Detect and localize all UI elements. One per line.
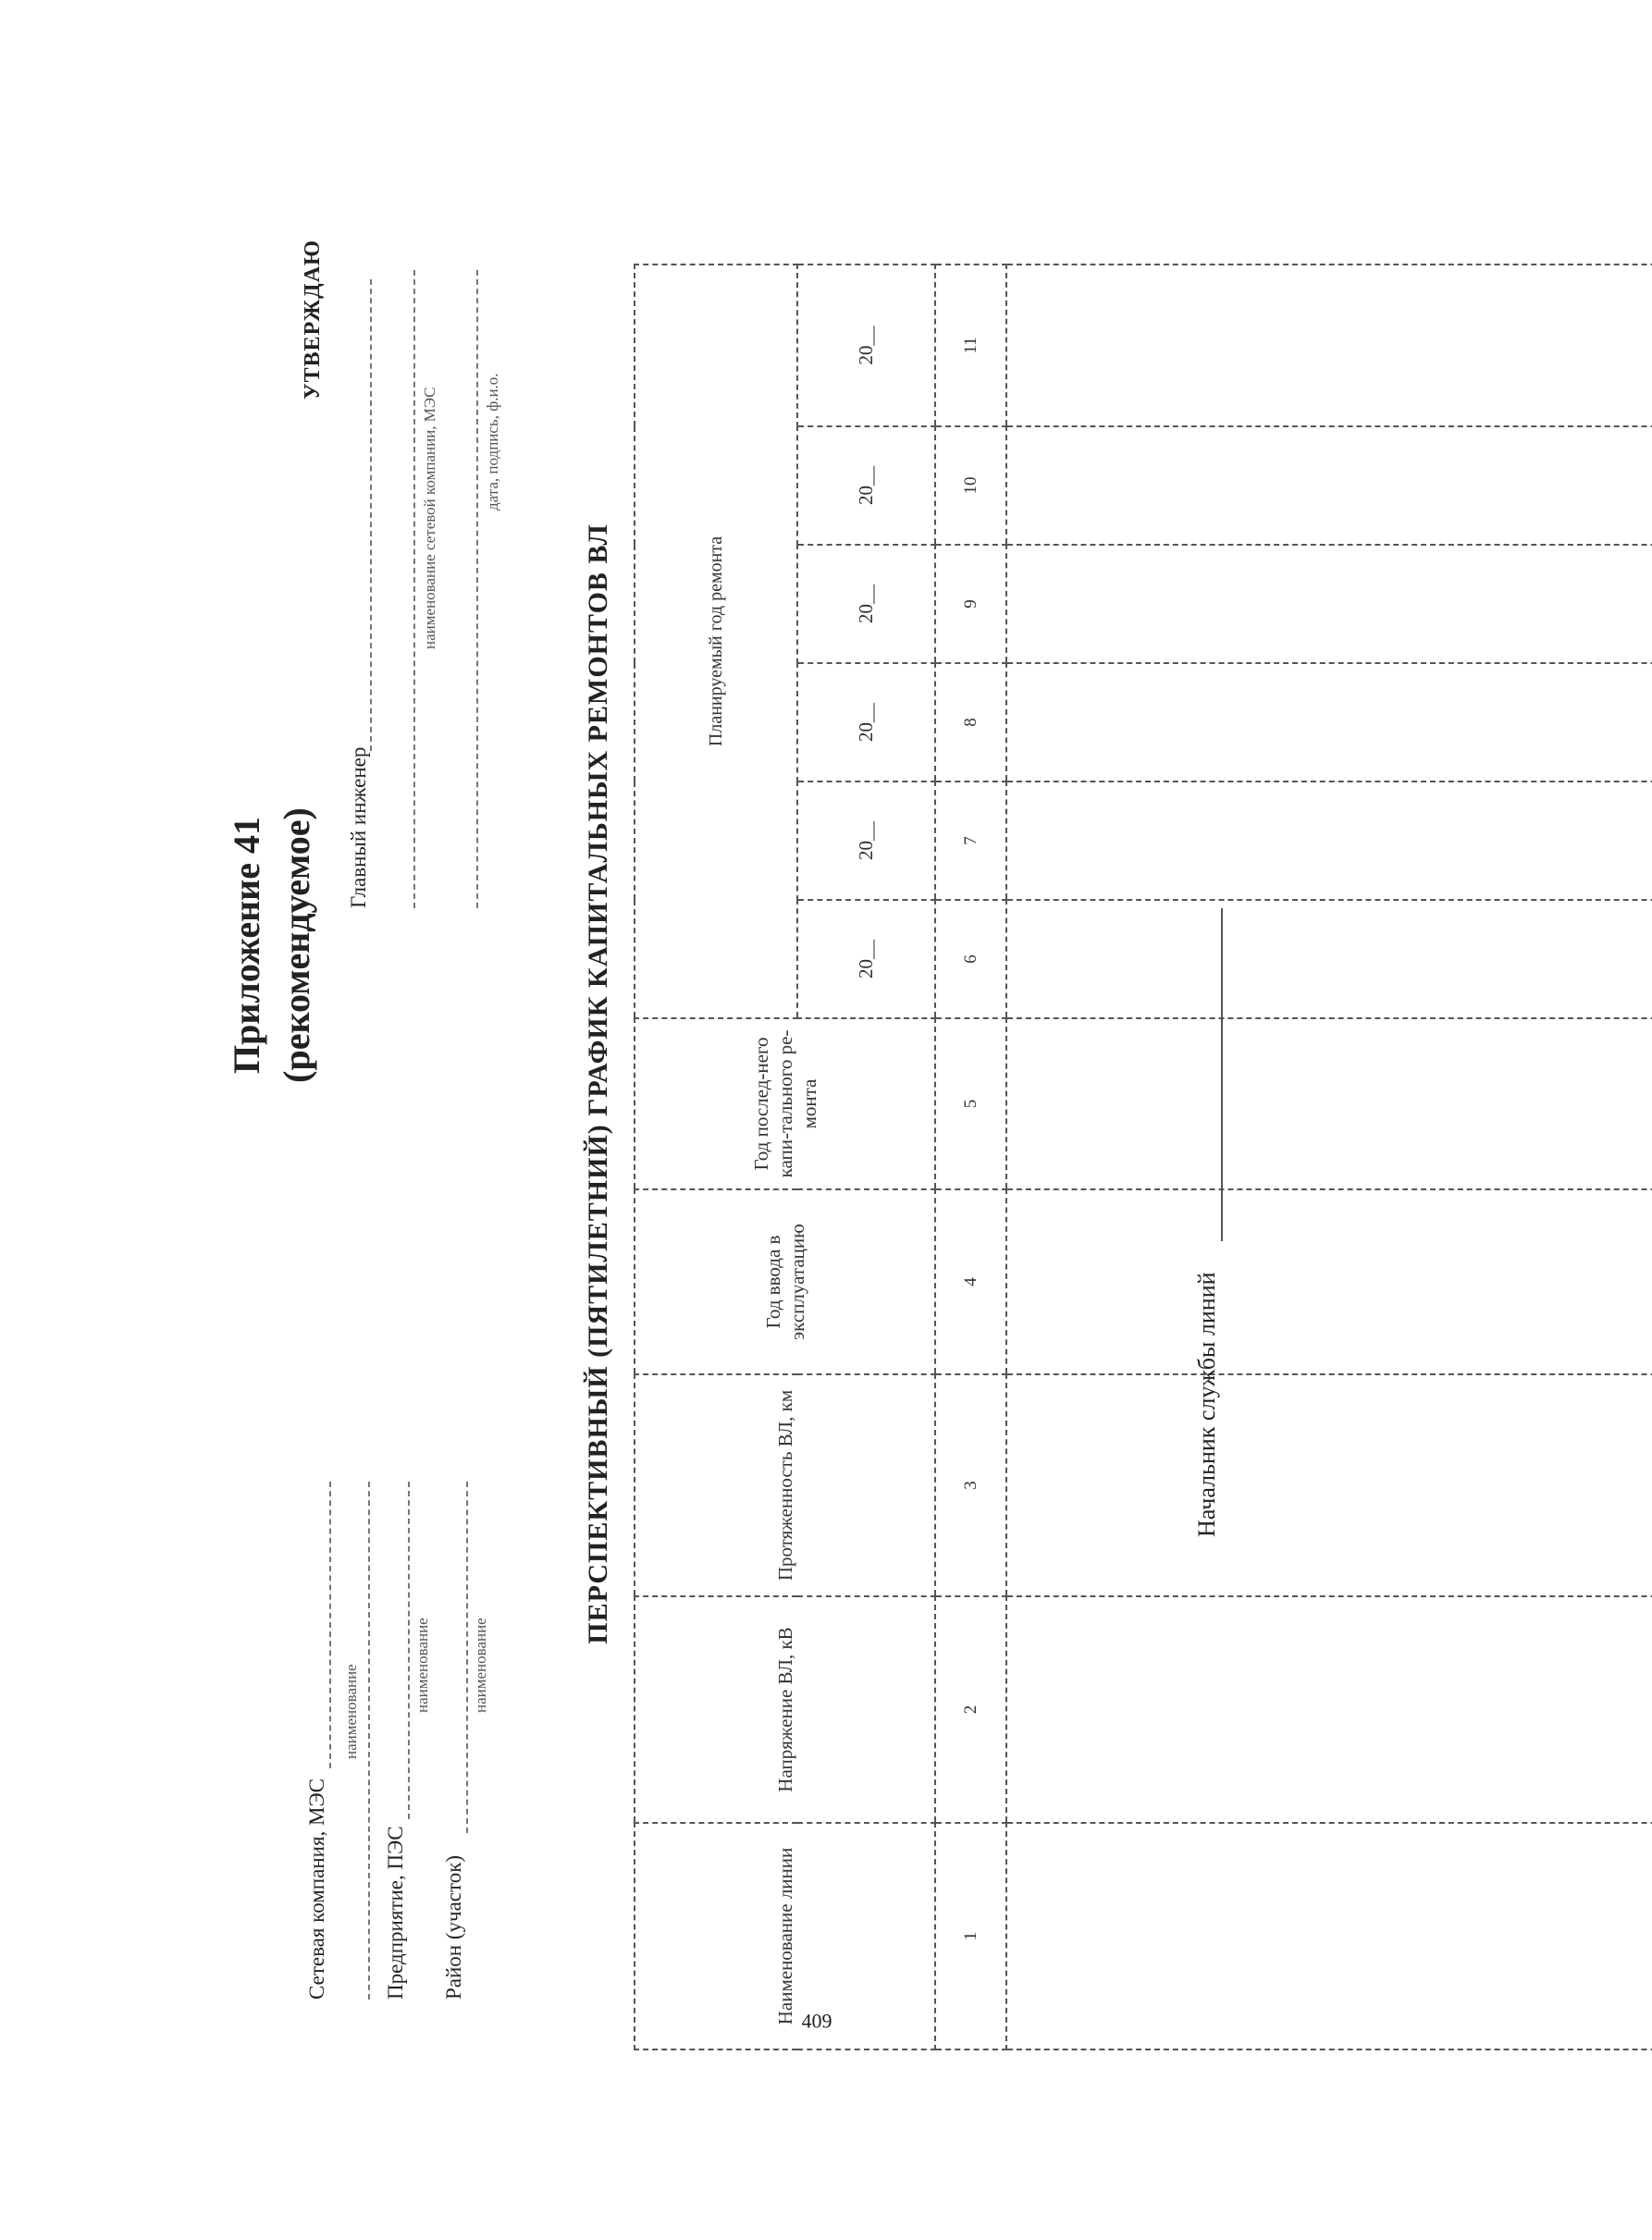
column-number: 9 [935,545,1006,663]
company-label: Сетевая компания, МЭС [305,1778,328,2000]
district-label: Район (участок) [442,1854,465,2000]
table-cell [1006,1823,1652,2049]
table-cell [1006,1374,1652,1596]
signature-line [1221,908,1223,1241]
enterprise-caption: наименование [413,1618,431,1713]
table-cell [1006,1018,1652,1189]
column-number: 11 [935,265,1006,426]
header-commission-year: Год ввода в эксплуатацию [635,1189,935,1374]
year-cell: 20__ [797,663,936,782]
column-number: 4 [935,1189,1006,1374]
column-number: 6 [935,900,1006,1018]
table-cell [1006,1596,1652,1823]
document-title: ПЕРСПЕКТИВНЫЙ (ПЯТИЛЕТНИЙ) ГРАФИК КАПИТАЛЬНЫХ РЕМОНТОВ ВЛ [583,523,613,1644]
enterprise-label: Предприятие, ПЭС [384,1826,407,2000]
table-cell [1006,782,1652,900]
date-caption: дата, подпись, ф.и.о. [484,373,501,511]
header-last-repair-year: Год послед-него капи-тального ре-монта [635,1018,935,1189]
column-number: 2 [935,1596,1006,1823]
appendix-status: (рекомендуемое) [276,807,317,1083]
district-line [466,1482,468,1833]
year-cell: 20__ [797,265,936,426]
year-cell: 20__ [797,900,936,1018]
header-voltage: Напряжение ВЛ, кВ [635,1596,935,1823]
table-cell [1006,265,1652,426]
company-line-2 [368,1482,370,2000]
table-cell [1006,545,1652,663]
table-cell [1006,1189,1652,1374]
district-caption: наименование [472,1618,489,1713]
appendix-number: Приложение 41 [226,817,267,1074]
column-number: 1 [935,1823,1006,2049]
table-cell [1006,663,1652,782]
company-line [329,1482,331,1768]
approval-heading: УТВЕРЖДАЮ [301,239,325,400]
year-cell: 20__ [797,426,936,545]
org-line [413,270,415,908]
company-caption: наименование [342,1664,360,1759]
date-line [476,270,478,908]
year-cell: 20__ [797,545,936,663]
column-number: 10 [935,426,1006,545]
appendix-title [222,483,322,1408]
column-number: 7 [935,782,1006,900]
org-caption: наименование сетевой компании, МЭС [421,387,438,649]
header-length: Протяженность ВЛ, км [635,1374,935,1596]
chief-engineer-line [370,279,372,751]
table-cell [1006,900,1652,1018]
year-cell: 20__ [797,782,936,900]
column-number: 5 [935,1018,1006,1189]
chief-engineer-label: Главный инженер [347,746,370,908]
column-number: 8 [935,663,1006,782]
enterprise-line [408,1482,410,1819]
column-number: 3 [935,1374,1006,1596]
signature-label: Начальник службы линий [1193,1272,1220,1537]
header-line-name: Наименование линии [635,1823,935,2049]
header-planned-year: Планируемый год ремонта [635,265,797,1018]
page-number: 409 [801,2009,832,2033]
table-cell [1006,426,1652,545]
